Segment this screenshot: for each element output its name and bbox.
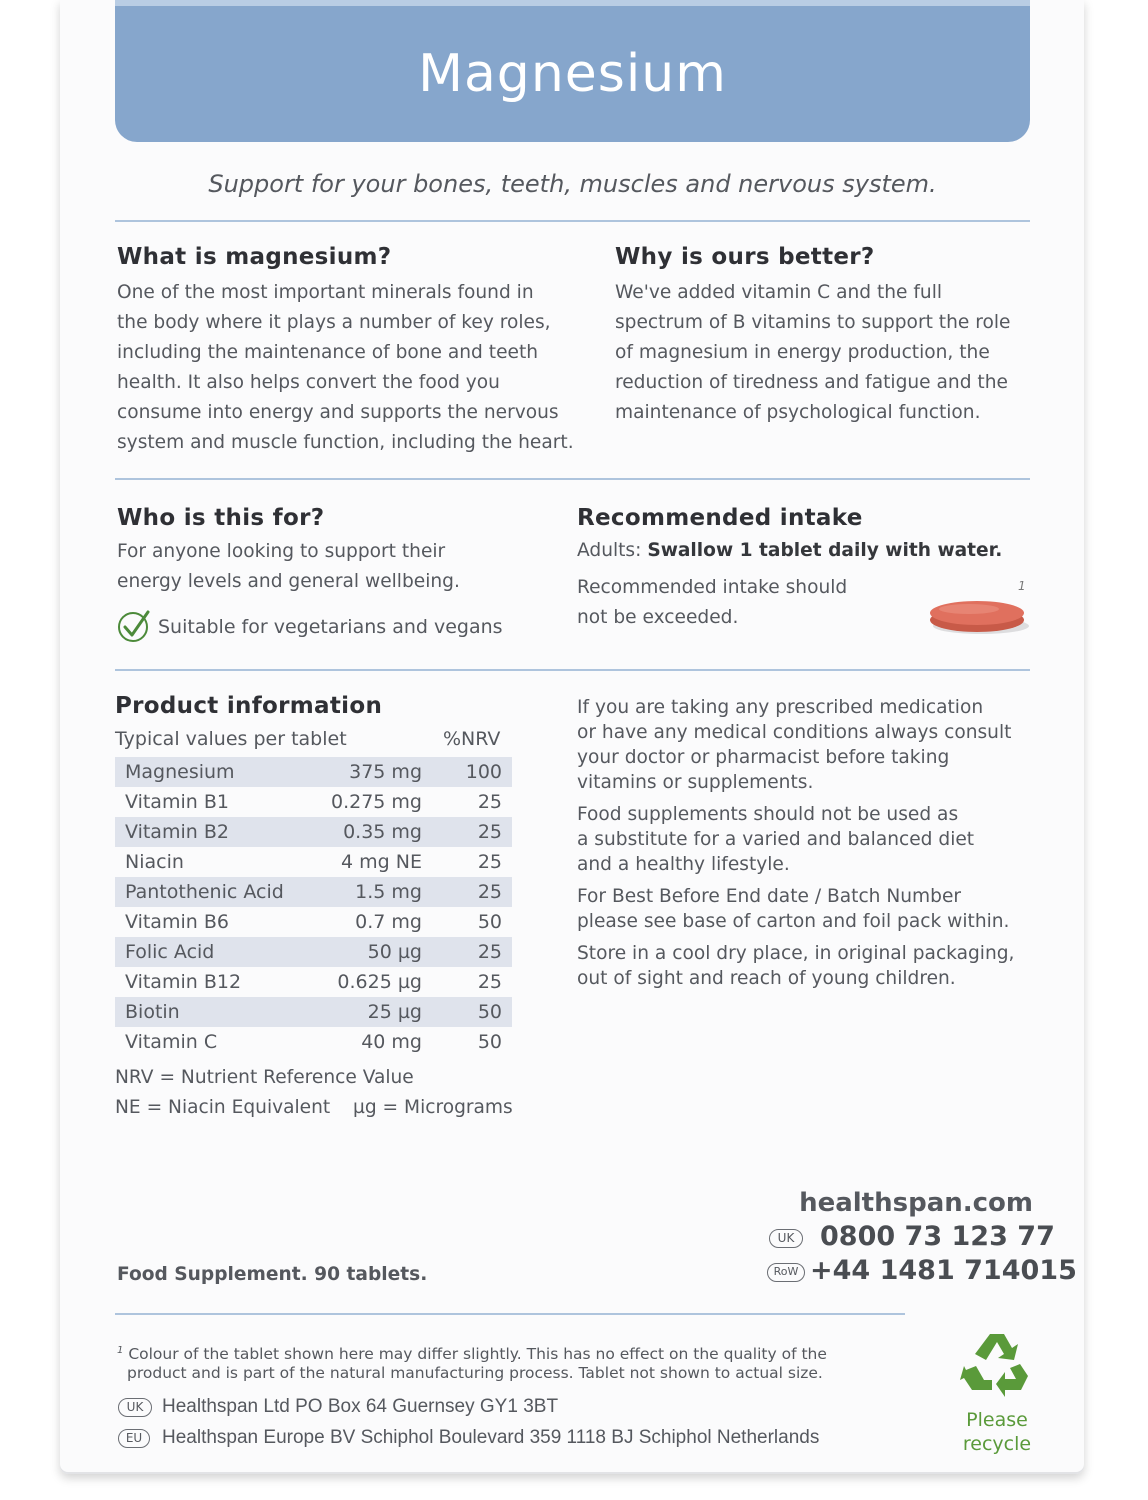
- column-header-nrv: %NRV: [443, 728, 501, 750]
- table-row: [115, 787, 512, 817]
- text-line: recycle: [962, 1433, 1032, 1455]
- nutrient-nrv: 25: [432, 937, 512, 967]
- text-line: energy levels and general wellbeing.: [117, 571, 460, 592]
- text-line: consume into energy and supports the nervous: [117, 402, 559, 423]
- nutrient-name: Biotin: [115, 997, 313, 1027]
- text-line: or have any medical conditions always consult: [577, 722, 1012, 743]
- legend-ug: µg = Micrograms: [353, 1097, 513, 1118]
- vegan-label: Suitable for vegetarians and vegans: [158, 616, 503, 638]
- who-for-text: [117, 537, 460, 597]
- text-line: out of sight and reach of young children.: [577, 968, 956, 989]
- what-is-heading: What is magnesium?: [117, 244, 392, 270]
- tablet-image: [925, 594, 1033, 638]
- nutrient-name: Vitamin B12: [125, 971, 242, 993]
- nutrient-nrv: 25: [477, 851, 502, 873]
- recycle-label: [948, 1408, 1046, 1456]
- eu-address: Healthspan Europe BV Schiphol Boulevard 359 1118 BJ Schiphol Netherlands: [162, 1427, 820, 1448]
- divider: [115, 1313, 905, 1315]
- tablet-footnote: [117, 1341, 827, 1383]
- text-line: not be exceeded.: [577, 607, 739, 628]
- intake-heading: Recommended intake: [577, 505, 863, 531]
- eu-address-badge: EU: [118, 1429, 150, 1448]
- nutrient-amount: 0.625 µg: [337, 971, 422, 993]
- text-line: maintenance of psychological function.: [615, 402, 981, 423]
- text-line: Please: [966, 1409, 1028, 1431]
- adults-instruction: Swallow 1 tablet daily with water.: [647, 540, 1003, 561]
- text-line: spectrum of B vitamins to support the role: [615, 312, 1011, 333]
- note-diet: [577, 802, 1014, 877]
- uk-address: Healthspan Ltd PO Box 64 Guernsey GY1 3BT: [162, 1396, 559, 1417]
- text-line: health. It also helps convert the food you: [117, 372, 500, 393]
- uk-address-badge: UK: [118, 1398, 152, 1417]
- adults-dosage: [577, 540, 1002, 561]
- divider: [115, 478, 1030, 480]
- product-title: Magnesium: [418, 44, 727, 104]
- text-line: One of the most important minerals found in: [117, 282, 534, 303]
- tablet-footnote-mark: 1: [1018, 579, 1026, 593]
- text-line: a substitute for a varied and balanced diet: [577, 829, 975, 850]
- nutrient-amount: 0.35 mg: [313, 817, 432, 847]
- table-row: [115, 907, 512, 937]
- text-line: Recommended intake should: [577, 577, 848, 598]
- text-line: For anyone looking to support their: [117, 541, 446, 562]
- text-line: your doctor or pharmacist before taking: [577, 747, 950, 768]
- what-is-text: [117, 278, 574, 458]
- nutrient-amount: 0.7 mg: [355, 911, 422, 933]
- recycle-icon: [960, 1330, 1034, 1398]
- tagline: Support for your bones, teeth, muscles and nervous system.: [208, 170, 937, 198]
- note-storage: [577, 941, 1014, 991]
- table-row: [115, 997, 512, 1027]
- nutrient-amount: 40 mg: [361, 1031, 422, 1053]
- column-header-values: Typical values per tablet: [115, 728, 347, 750]
- row-badge: RoW: [767, 1263, 805, 1282]
- nutrient-amount: 0.275 mg: [330, 791, 422, 813]
- nutrient-nrv: 25: [432, 877, 512, 907]
- table-row: [115, 877, 512, 907]
- nutrient-amount: 1.5 mg: [313, 877, 432, 907]
- nutrient-name: Vitamin C: [125, 1031, 218, 1053]
- nutrient-name: Magnesium: [115, 757, 313, 787]
- nutrient-amount: 375 mg: [313, 757, 432, 787]
- product-info-heading: Product information: [115, 693, 383, 719]
- nutrient-name: Niacin: [125, 851, 184, 873]
- nutrient-amount: 25 µg: [313, 997, 432, 1027]
- table-row: [115, 937, 512, 967]
- table-row: [115, 1027, 512, 1057]
- text-line: including the maintenance of bone and teeth: [117, 342, 539, 363]
- website-link[interactable]: healthspan.com: [799, 1188, 1033, 1218]
- text-line: please see base of carton and foil pack within.: [577, 911, 1010, 932]
- row-phone[interactable]: +44 1481 714015: [810, 1255, 1077, 1286]
- nutrient-amount: 4 mg NE: [341, 851, 422, 873]
- nutrient-nrv: 50: [477, 911, 502, 933]
- text-line: of magnesium in energy production, the: [615, 342, 990, 363]
- footnote-mark: 1: [117, 1345, 124, 1356]
- nutrient-nrv: 25: [432, 817, 512, 847]
- table-row: [115, 817, 512, 847]
- nutrient-nrv: 25: [477, 971, 502, 993]
- text-line: product and is part of the natural manufacturing process. Tablet not shown to actual size.: [127, 1364, 823, 1383]
- note-medication: [577, 695, 1014, 795]
- text-line: If you are taking any prescribed medication: [577, 697, 984, 718]
- nutrient-nrv: 100: [432, 757, 512, 787]
- text-line: Store in a cool dry place, in original packaging,: [577, 943, 1015, 964]
- nutrient-name: Pantothenic Acid: [115, 877, 313, 907]
- text-line: Food supplements should not be used as: [577, 804, 959, 825]
- nutrient-amount: 50 µg: [313, 937, 432, 967]
- text-line: [117, 1341, 827, 1364]
- nutrient-nrv: 25: [477, 791, 502, 813]
- title-banner: [115, 0, 1030, 142]
- text-line: For Best Before End date / Batch Number: [577, 886, 962, 907]
- pack-size: Food Supplement. 90 tablets.: [117, 1264, 428, 1285]
- text-line: and a healthy lifestyle.: [577, 854, 790, 875]
- intake-warning: [577, 573, 847, 633]
- nutrient-name: Vitamin B1: [125, 791, 229, 813]
- nutrient-nrv: 50: [477, 1031, 502, 1053]
- safety-notes: [577, 695, 1014, 998]
- who-for-heading: Who is this for?: [117, 505, 325, 531]
- text-line: reduction of tiredness and fatigue and the: [615, 372, 1008, 393]
- check-circle-icon: [117, 609, 151, 643]
- table-row: [115, 967, 512, 997]
- legend-nrv: NRV = Nutrient Reference Value: [115, 1067, 414, 1088]
- note-best-before: [577, 884, 1014, 934]
- nutrition-table: [115, 757, 512, 1057]
- text-line: the body where it plays a number of key roles,: [117, 312, 551, 333]
- legend-ne: NE = Niacin Equivalent: [115, 1097, 331, 1118]
- why-better-text: [615, 278, 1010, 428]
- adults-label: Adults:: [577, 540, 642, 561]
- table-row: [115, 847, 512, 877]
- text-line: system and muscle function, including the heart.: [117, 432, 574, 453]
- nutrient-name: Vitamin B6: [125, 911, 229, 933]
- footnote-text: Colour of the tablet shown here may differ slightly. This has no effect on the quality of the: [128, 1345, 827, 1364]
- text-line: We've added vitamin C and the full: [615, 282, 943, 303]
- uk-badge: UK: [769, 1229, 803, 1248]
- divider: [115, 669, 1030, 671]
- table-row: [115, 757, 512, 787]
- why-better-heading: Why is ours better?: [615, 244, 875, 270]
- divider: [115, 220, 1030, 222]
- nutrient-nrv: 50: [432, 997, 512, 1027]
- text-line: vitamins or supplements.: [577, 772, 814, 793]
- nutrient-name: Folic Acid: [115, 937, 313, 967]
- uk-phone[interactable]: 0800 73 123 77: [820, 1221, 1055, 1252]
- nutrient-name: Vitamin B2: [115, 817, 313, 847]
